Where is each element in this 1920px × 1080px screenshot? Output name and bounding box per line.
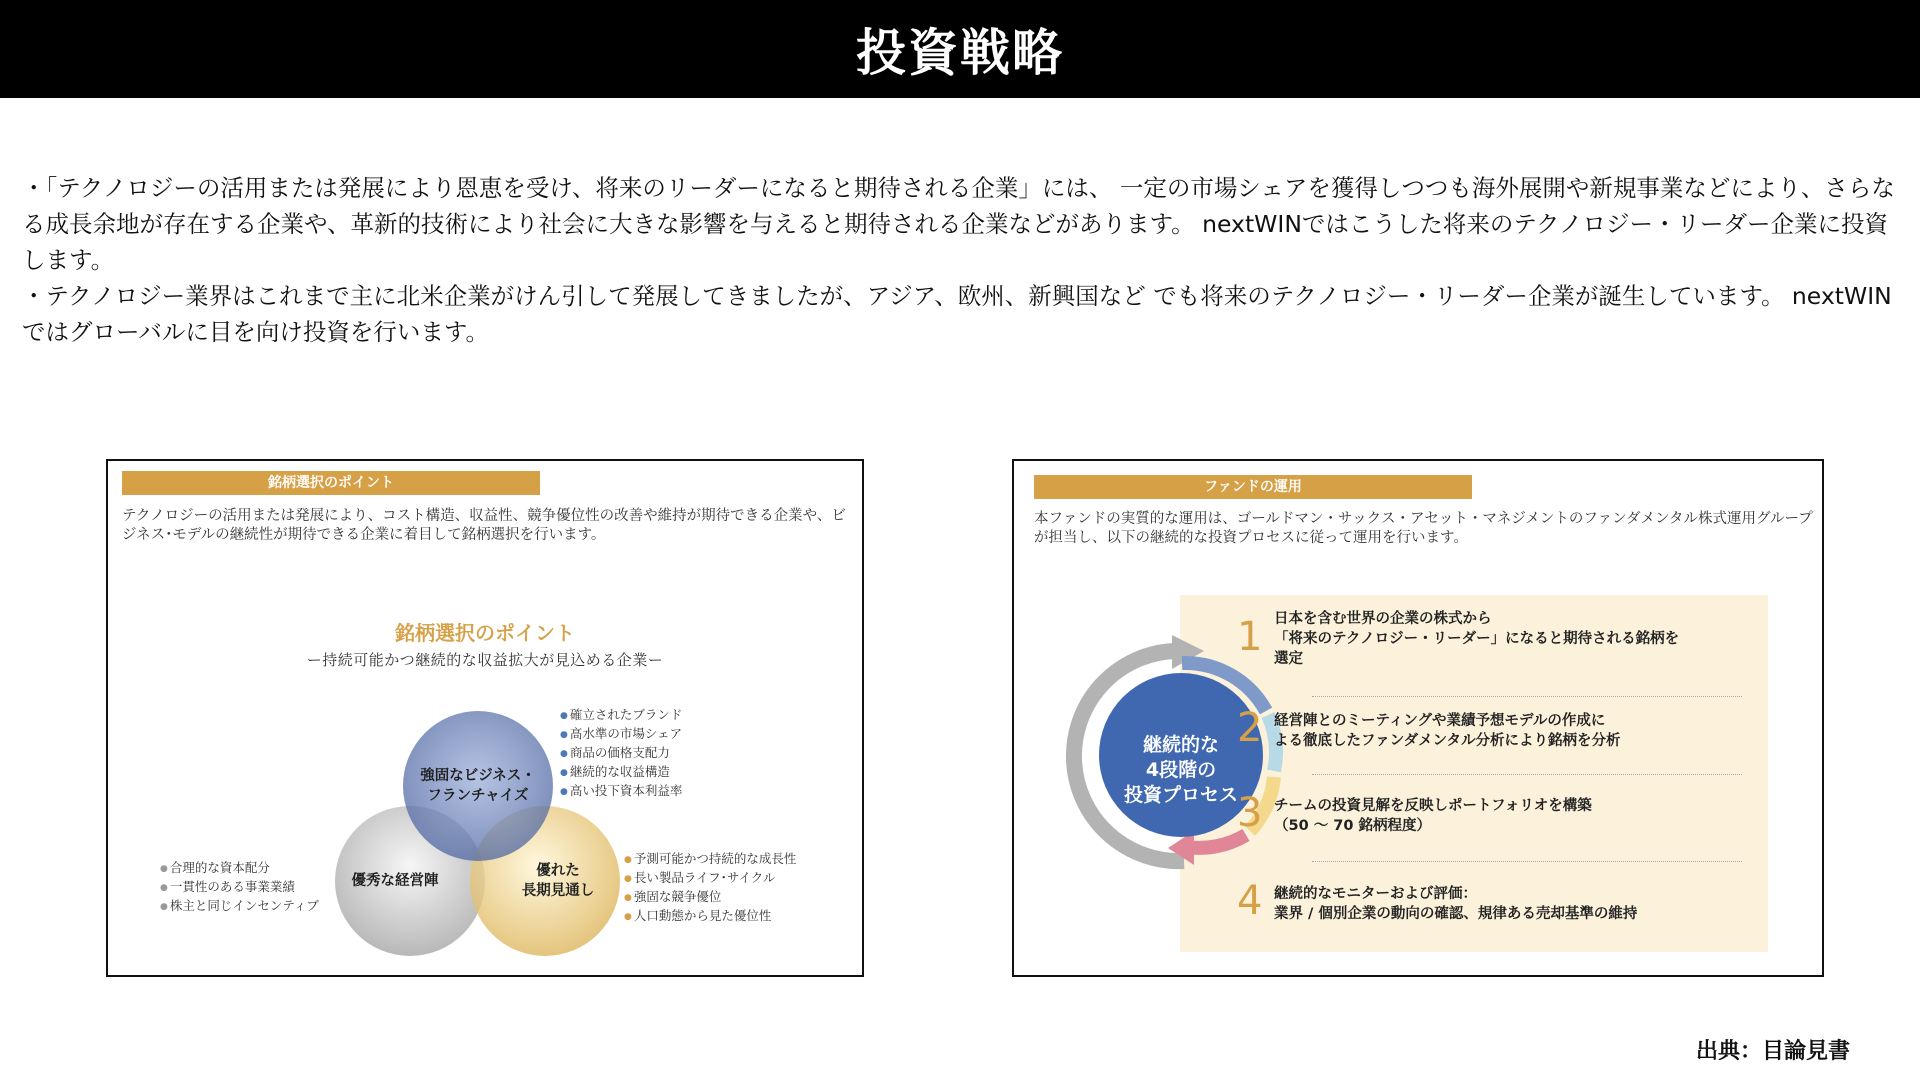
bullet-item: ● 強固な競争優位 bbox=[624, 888, 796, 907]
process-step-4 bbox=[1237, 878, 1774, 924]
intro-paragraph-2: ・テクノロジー業界はこれまで主に北米企業がけん引して発展してきましたが、アジア、欧州、新興国など でも将来のテクノロジー・リーダー企業が誕生しています。 nextWINではグローバルに目を向け投資を行います。 bbox=[22, 282, 1892, 346]
step-number: 4 bbox=[1237, 878, 1263, 924]
step-text: 日本を含む世界の企業の株式から 「将来のテクノロジー・リーダー」になると期待される銘柄を 選定 bbox=[1274, 611, 1680, 667]
bullet-item: ● 予測可能かつ持続的な成長性 bbox=[624, 850, 796, 869]
process-center-label: 継続的な 4段階の 投資プロセス bbox=[1123, 734, 1238, 806]
step-number: 1 bbox=[1237, 614, 1263, 660]
step-divider bbox=[1312, 696, 1742, 697]
venn-label-franchise: 強固なビジネス・ フランチャイズ bbox=[420, 768, 536, 804]
fund-management-description: 本ファンドの実質的な運用は、ゴールドマン・サックス・アセット・マネジメントのファンダメンタル株式運用グループが担当し、以下の継続的な投資プロセスに従って運用を行います。 bbox=[1034, 511, 1813, 546]
step-number: 3 bbox=[1237, 790, 1263, 836]
franchise-bullets bbox=[560, 706, 682, 801]
step-divider bbox=[1312, 774, 1742, 775]
process-step-2 bbox=[1237, 705, 1774, 751]
fund-management-tag: ファンドの運用 bbox=[1034, 475, 1472, 499]
management-bullets bbox=[160, 859, 319, 916]
process-step-1 bbox=[1237, 609, 1774, 669]
venn-label-outlook: 優れた 長期見通し bbox=[521, 863, 595, 899]
bullet-item: ● 継続的な収益構造 bbox=[560, 763, 682, 782]
fund-management-panel bbox=[1012, 459, 1824, 977]
bullet-item: ● 人口動態から見た優位性 bbox=[624, 907, 796, 926]
intro-paragraph-1: ・「テクノロジーの活用または発展により恩恵を受け、将来のリーダーになると期待される企業」には、 一定の市場シェアを獲得しつつも海外展開や新規事業などにより、さらなる成長余地が存在する企業や、革新的技術により社会に大きな影響を与えると期待される企業などがあります。 nextWINではこうした将来のテクノロジー・リーダー企業に投資します。 bbox=[22, 174, 1895, 274]
step-divider bbox=[1312, 861, 1742, 862]
bullet-item: ● 商品の価格支配力 bbox=[560, 744, 682, 763]
page-title: 投資戦略 bbox=[856, 24, 1064, 82]
venn-title: 銘柄選択のポイント bbox=[395, 621, 575, 645]
bullet-item: ● 一貫性のある事業業績 bbox=[160, 878, 319, 897]
bullet-item: ● 長い製品ライフ･サイクル bbox=[624, 869, 796, 888]
bullet-item: ● 高い投下資本利益率 bbox=[560, 782, 682, 801]
page-header bbox=[0, 0, 1920, 98]
ring-segment-pink bbox=[1186, 835, 1246, 848]
stock-selection-tag: 銘柄選択のポイント bbox=[122, 471, 540, 495]
stock-selection-panel bbox=[106, 459, 864, 977]
stock-selection-description: テクノロジーの活用または発展により、コスト構造、収益性、競争優位性の改善や維持が期待できる企業や、ビジネス･モデルの継続性が期待できる企業に着目して銘柄選択を行います。 bbox=[122, 508, 846, 543]
source-note: 出典：目論見書 bbox=[1695, 1039, 1850, 1064]
venn-label-management: 優秀な経営陣 bbox=[351, 873, 439, 889]
step-text: 継続的なモニターおよび評価： 業界 / 個別企業の動向の確認、規律ある売却基準の維持 bbox=[1274, 886, 1638, 922]
bullet-item: ● 高水準の市場シェア bbox=[560, 725, 682, 744]
bullet-item: ● 株主と同じインセンティブ bbox=[160, 897, 319, 916]
process-step-3 bbox=[1237, 790, 1774, 836]
intro-text bbox=[22, 170, 1907, 350]
bullet-item: ● 合理的な資本配分 bbox=[160, 859, 319, 878]
step-number: 2 bbox=[1237, 705, 1263, 751]
bullet-item: ● 確立されたブランド bbox=[560, 706, 682, 725]
step-text: チームの投資見解を反映しポートフォリオを構築 （50 ～ 70 銘柄程度） bbox=[1274, 798, 1592, 834]
outlook-bullets bbox=[624, 850, 796, 926]
step-text: 経営陣とのミーティングや業績予想モデルの作成に よる徹底したファンダメンタル分析により銘柄を分析 bbox=[1274, 713, 1621, 749]
venn-subtitle: ー持続可能かつ継続的な収益拡大が見込める企業ー bbox=[306, 651, 664, 669]
